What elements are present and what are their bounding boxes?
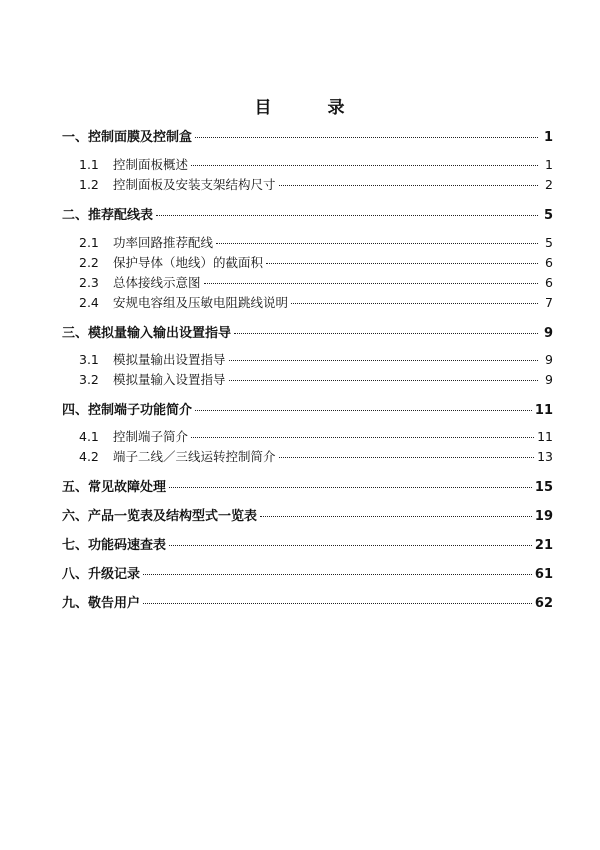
toc-entry-label: 七、功能码速查表 (62, 538, 167, 553)
toc-leader (169, 545, 532, 546)
toc-entry-label: 功率回路推荐配线 (113, 235, 214, 250)
toc-page-number: 19 (534, 509, 553, 524)
toc-entry-2-2[interactable] (62, 253, 553, 271)
toc-page-number: 9 (545, 372, 553, 387)
toc-entry-label: 总体接线示意图 (113, 275, 201, 290)
toc-entry-number: 3.2 (79, 372, 99, 387)
toc-entry-1-2[interactable] (62, 175, 553, 193)
toc-entry-chapter-1[interactable] (62, 126, 553, 145)
toc-leader (260, 516, 532, 517)
toc-entry-label: 模拟量输入设置指导 (113, 372, 226, 387)
toc-entry-chapter-3[interactable] (62, 322, 553, 341)
toc-entry-chapter-7[interactable] (62, 534, 553, 553)
toc-entry-label: 控制端子简介 (113, 429, 189, 444)
toc-title-left: 目 (254, 98, 273, 118)
toc-entry-chapter-5[interactable] (62, 476, 553, 495)
toc-entry-number: 1.1 (79, 157, 99, 172)
toc-entry-chapter-8[interactable] (62, 563, 553, 582)
toc-page-number: 5 (545, 235, 553, 250)
toc-entry-label: 模拟量输出设置指导 (113, 352, 226, 367)
toc-entry-label: 一、控制面膜及控制盒 (62, 130, 193, 145)
toc-entry-number: 4.1 (79, 429, 99, 444)
toc-entry-2-1[interactable] (62, 233, 553, 251)
toc-leader (229, 360, 538, 361)
toc-page-number: 61 (534, 567, 553, 582)
toc-leader (143, 603, 532, 604)
toc-leader (291, 303, 538, 304)
toc-title-right: 录 (327, 98, 346, 118)
toc-entry-3-1[interactable] (62, 350, 553, 368)
toc-page-number: 1 (545, 157, 553, 172)
toc-entry-number: 1.2 (79, 177, 99, 192)
toc-page-number: 15 (534, 480, 553, 495)
toc-leader (234, 333, 538, 334)
toc-leader (143, 574, 532, 575)
toc-leader (229, 380, 538, 381)
toc-page-number: 62 (534, 596, 553, 611)
toc-leader (204, 283, 538, 284)
toc-entry-4-1[interactable] (62, 427, 553, 445)
toc-entry-number: 2.1 (79, 235, 99, 250)
toc-entry-label: 控制面板概述 (113, 157, 189, 172)
toc-page-number: 5 (543, 208, 553, 223)
toc-page-number: 9 (543, 326, 553, 341)
toc-entry-label: 控制面板及安装支架结构尺寸 (113, 177, 276, 192)
toc-page-number: 9 (545, 352, 553, 367)
toc-entry-number: 3.1 (79, 352, 99, 367)
toc-page-number: 11 (537, 429, 553, 444)
toc-entry-label: 八、升级记录 (62, 567, 141, 582)
toc-title (0, 93, 600, 118)
toc-page-number: 7 (545, 295, 553, 310)
toc-entry-label: 保护导体（地线）的截面积 (113, 255, 264, 270)
toc-page-number: 6 (545, 255, 553, 270)
toc-entry-chapter-9[interactable] (62, 592, 553, 611)
toc-entry-number: 4.2 (79, 449, 99, 464)
toc-leader (195, 137, 538, 138)
toc-page-number: 11 (534, 403, 553, 418)
toc-entry-2-4[interactable] (62, 293, 553, 311)
toc-entry-number: 2.2 (79, 255, 99, 270)
toc-entry-label: 六、产品一览表及结构型式一览表 (62, 509, 258, 524)
toc-entry-number: 2.3 (79, 275, 99, 290)
toc-leader (191, 165, 538, 166)
toc-entry-1-1[interactable] (62, 155, 553, 173)
toc-leader (216, 243, 538, 244)
toc-leader (191, 437, 534, 438)
toc-leader (279, 185, 538, 186)
toc-entry-label: 端子二线／三线运转控制简介 (113, 449, 276, 464)
toc-entry-label: 四、控制端子功能简介 (62, 403, 193, 418)
toc-entry-chapter-6[interactable] (62, 505, 553, 524)
toc-page-number: 1 (543, 130, 553, 145)
toc-leader (266, 263, 538, 264)
toc-entry-chapter-2[interactable] (62, 204, 553, 223)
toc-entry-label: 三、模拟量输入输出设置指导 (62, 326, 232, 341)
toc-page-number: 6 (545, 275, 553, 290)
toc-leader (195, 410, 532, 411)
toc-page-number: 13 (537, 449, 553, 464)
toc-entry-number: 2.4 (79, 295, 99, 310)
toc-entry-2-3[interactable] (62, 273, 553, 291)
toc-page-number: 2 (545, 177, 553, 192)
toc-entry-4-2[interactable] (62, 447, 553, 465)
toc-entry-3-2[interactable] (62, 370, 553, 388)
toc-page-number: 21 (534, 538, 553, 553)
toc-entry-chapter-4[interactable] (62, 399, 553, 418)
toc-entry-label: 五、常见故障处理 (62, 480, 167, 495)
toc-leader (279, 457, 535, 458)
toc-entry-label: 九、敬告用户 (62, 596, 141, 611)
toc-entry-label: 二、推荐配线表 (62, 208, 154, 223)
toc-entry-label: 安规电容组及压敏电阻跳线说明 (113, 295, 289, 310)
toc-leader (169, 487, 532, 488)
toc-leader (156, 215, 538, 216)
